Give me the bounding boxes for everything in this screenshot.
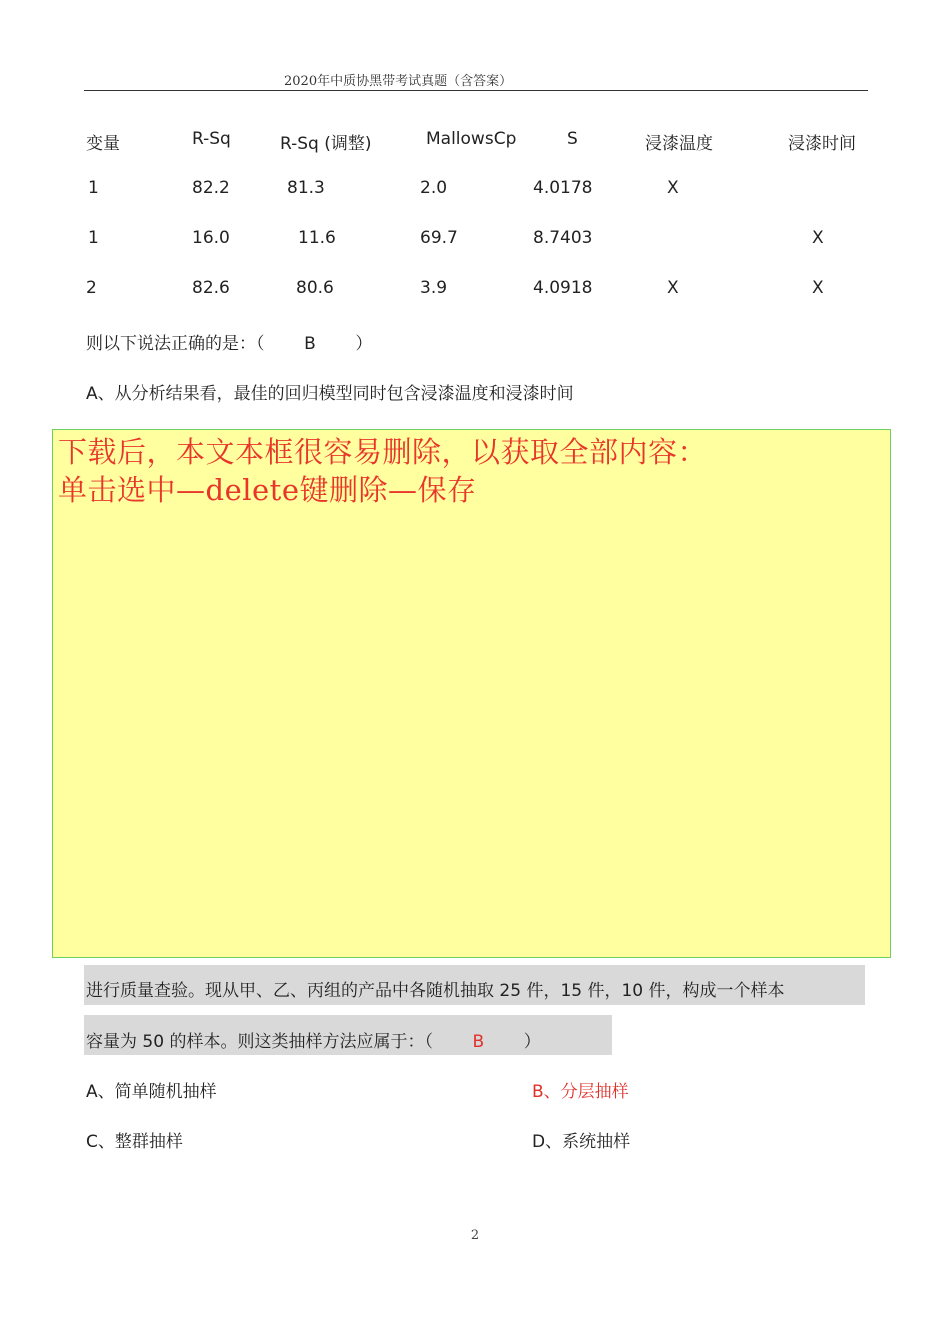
table-header-cell: R-Sq (调整) [280, 134, 372, 154]
question2-prompt: 容量为 50 的样本。则这类抽样方法应属于：（ [86, 1032, 433, 1052]
page-number: 2 [470, 1228, 480, 1243]
table-header-cell: 浸漆温度 [645, 134, 713, 154]
table-header-cell: S [567, 129, 578, 149]
header-title: 2020年中质协黑带考试真题（含答案） [284, 74, 513, 89]
download-notice-textbox[interactable] [52, 429, 891, 958]
table-cell: 8.7403 [533, 228, 593, 248]
question1-prompt: 则以下说法正确的是：（ [86, 334, 265, 354]
question2-option-b: B、分层抽样 [532, 1082, 629, 1102]
table-cell: 2.0 [420, 178, 448, 198]
table-cell: X [812, 228, 824, 248]
table-cell: 82.2 [192, 178, 230, 198]
table-cell: 11.6 [298, 228, 336, 248]
table-header-cell: 变量 [86, 134, 120, 154]
table-cell: 82.6 [192, 278, 230, 298]
question2-option-c: C、整群抽样 [86, 1132, 183, 1152]
question1-answer: B [304, 334, 316, 354]
table-cell: 81.3 [287, 178, 325, 198]
table-cell: 1 [88, 228, 99, 248]
table-cell: X [812, 278, 824, 298]
notice-line-1: 下载后，本文本框很容易删除，以获取全部内容： [58, 435, 708, 469]
question2-option-d: D、系统抽样 [532, 1132, 631, 1152]
table-cell: 2 [86, 278, 97, 298]
table-header-cell: R-Sq [192, 129, 231, 149]
question1-option-a: A、从分析结果看，最佳的回归模型同时包含浸漆温度和浸漆时间 [86, 384, 574, 404]
table-cell: 4.0178 [533, 178, 593, 198]
table-cell: 4.0918 [533, 278, 593, 298]
question2-close: ） [523, 1032, 541, 1052]
question2-answer: B [472, 1032, 485, 1052]
table-cell: X [667, 178, 679, 198]
notice-line-2: 单击选中—delete键删除—保存 [58, 473, 477, 507]
question1-prompt-line [86, 329, 395, 354]
table-cell: 69.7 [420, 228, 458, 248]
table-cell: 16.0 [192, 228, 230, 248]
question2-line-2 [86, 1027, 564, 1052]
table-cell: 80.6 [296, 278, 334, 298]
table-cell: X [667, 278, 679, 298]
table-cell: 1 [88, 178, 99, 198]
question1-close: ） [355, 334, 373, 354]
question2-line-1: 进行质量查验。现从甲、乙、丙组的产品中各随机抽取 25 件，15 件，10 件，构成一个样本 [86, 981, 785, 1001]
table-header-cell: MallowsCp [426, 129, 517, 149]
table-cell: 3.9 [420, 278, 448, 298]
table-header-cell: 浸漆时间 [788, 134, 856, 154]
page-header [84, 68, 868, 91]
question2-option-a: A、简单随机抽样 [86, 1082, 217, 1102]
